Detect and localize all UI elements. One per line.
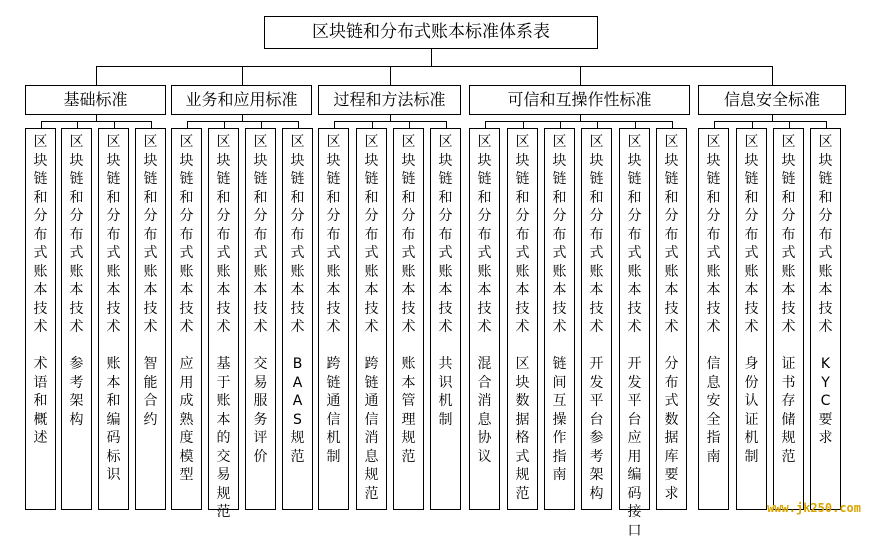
standard-item-text [254,133,268,466]
standard-item-name: 术语和概述 [33,356,48,446]
root-title: 区块链和分布式账本标准体系表 [264,16,598,49]
standard-item-text [365,133,379,503]
standard-item-name: 账本管理规范 [401,356,416,465]
standard-item-gap [254,337,268,356]
standard-item-text [745,133,759,466]
connector-category-drop [390,66,391,85]
connector-leaf-drop [714,121,715,128]
connector-leaf-drop [446,121,447,128]
connector-root-bus [96,66,773,67]
standard-item-gap [478,337,492,356]
standard-item-prefix: 区块链和分布式账本技术 [818,134,833,335]
connector-leaf-drop [672,121,673,128]
connector-category-drop [580,66,581,85]
standard-item-text [107,133,121,485]
standard-item-text [180,133,194,485]
standard-item-prefix: 区块链和分布式账本技术 [106,134,121,335]
standard-item-text [628,133,642,540]
standard-item-name: 应用成熟度模型 [179,356,194,483]
standard-item [544,128,575,510]
connector-leaf-drop [752,121,753,128]
standard-item-name: 开发平台应用编码接口 [627,356,642,539]
standard-item-text [144,133,158,429]
standard-item [61,128,92,510]
standard-item-name: 开发平台参考架构 [589,356,604,502]
standard-item-name: 交易服务评价 [253,356,268,465]
standard-item-name: 信息安全指南 [706,356,721,465]
watermark: www.jk250.com [767,501,861,515]
connector-leaf-drop [187,121,188,128]
standard-item-gap [665,337,679,356]
connector-leaf-bus [485,121,673,122]
standard-item-name: 参考架构 [69,356,84,428]
standard-item [318,128,349,510]
standard-item-prefix: 区块链和分布式账本技术 [515,134,530,335]
standard-item-name: 共识机制 [438,356,453,428]
standard-item-prefix: 区块链和分布式账本技术 [664,134,679,335]
standard-item-text [327,133,341,466]
standard-item-prefix: 区块链和分布式账本技术 [216,134,231,335]
standard-item [356,128,387,510]
connector-leaf-bus [41,121,152,122]
connector-leaf-drop [789,121,790,128]
standard-item-prefix: 区块链和分布式账本技术 [290,134,305,335]
standard-item-text [707,133,721,466]
standard-item [619,128,650,539]
category-box: 基础标准 [25,85,166,115]
connector-leaf-drop [261,121,262,128]
connector-leaf-drop [826,121,827,128]
standard-item [581,128,612,510]
connector-category-drop [772,66,773,85]
connector-leaf-drop [560,121,561,128]
standard-item [430,128,461,510]
standard-item-text [665,133,679,503]
standard-item-prefix: 区块链和分布式账本技术 [627,134,642,335]
standard-item-prefix: 区块链和分布式账本技术 [179,134,194,335]
standard-item [773,128,804,510]
connector-leaf-drop [635,121,636,128]
connector-leaf-drop [77,121,78,128]
standard-item-prefix: 区块链和分布式账本技术 [401,134,416,335]
standard-item-name: 跨链通信机制 [326,356,341,465]
standard-item [736,128,767,510]
standard-item [282,128,313,510]
standard-item-text [291,133,305,466]
standard-item-gap [439,337,453,356]
standard-item-name: 分布式数据库要求 [664,356,679,502]
category-box: 业务和应用标准 [171,85,312,115]
connector-leaf-bus [334,121,447,122]
standard-item-gap [217,337,231,356]
connector-root-stem [431,49,432,66]
connector-leaf-bus [187,121,299,122]
standard-item-name: 身份认证机制 [744,356,759,465]
standard-item [135,128,166,510]
standard-item-text [439,133,453,429]
standard-item-prefix: 区块链和分布式账本技术 [326,134,341,335]
connector-leaf-drop [523,121,524,128]
connector-leaf-bus [714,121,827,122]
standard-item [98,128,129,510]
standard-item-gap [365,337,379,356]
standard-item-gap [707,337,721,356]
standard-item-prefix: 区块链和分布式账本技术 [589,134,604,335]
standard-item-gap [107,337,121,356]
standard-item-name: 智能合约 [143,356,158,428]
connector-leaf-drop [151,121,152,128]
connector-leaf-drop [597,121,598,128]
standard-item-text [34,133,48,448]
standard-item-gap [34,337,48,356]
standard-item-prefix: 区块链和分布式账本技术 [781,134,796,335]
connector-leaf-drop [41,121,42,128]
standard-item-name: KYC要求 [818,356,833,446]
standard-item-prefix: 区块链和分布式账本技术 [69,134,84,335]
connector-leaf-drop [114,121,115,128]
standard-item-prefix: 区块链和分布式账本技术 [364,134,379,335]
connector-leaf-drop [372,121,373,128]
standard-item-gap [70,337,84,356]
standard-item-text [819,133,833,448]
standard-item-text [478,133,492,466]
standard-item [507,128,538,510]
connector-category-drop [96,66,97,85]
standard-item-name: 账本和编码标识 [106,356,121,483]
standard-item-name: 混合消息协议 [477,356,492,465]
connector-leaf-drop [485,121,486,128]
connector-leaf-drop [334,121,335,128]
standard-item-gap [180,337,194,356]
standard-item [171,128,202,510]
standard-item-text [217,133,231,522]
standard-item [245,128,276,510]
standard-item [656,128,687,510]
category-box: 过程和方法标准 [318,85,461,115]
standard-item-gap [291,337,305,356]
standard-item-gap [516,337,530,356]
connector-leaf-drop [298,121,299,128]
standard-item [25,128,56,510]
standard-item-gap [553,337,567,356]
standard-item-prefix: 区块链和分布式账本技术 [744,134,759,335]
connector-category-drop [242,66,243,85]
standard-item-gap [745,337,759,356]
standard-item [393,128,424,510]
standard-item-gap [590,337,604,356]
standard-item [810,128,841,510]
standard-item-prefix: 区块链和分布式账本技术 [438,134,453,335]
standard-item-text [590,133,604,503]
standard-item-gap [144,337,158,356]
standard-item-text [553,133,567,485]
standard-item [208,128,239,520]
standard-item-name: 基于账本的交易规范 [216,356,231,520]
standard-item-prefix: 区块链和分布式账本技术 [33,134,48,335]
standard-item-name: 区块数据格式规范 [515,356,530,502]
standard-item-gap [782,337,796,356]
standard-item-gap [327,337,341,356]
standard-item-text [516,133,530,503]
category-box: 信息安全标准 [698,85,846,115]
standard-item-name: 跨链通信消息规范 [364,356,379,502]
standard-item-prefix: 区块链和分布式账本技术 [706,134,721,335]
standard-item [698,128,729,510]
standard-item-prefix: 区块链和分布式账本技术 [143,134,158,335]
standard-item-gap [819,337,833,356]
standard-item-name: BAAS规范 [290,356,305,465]
standard-item-text [782,133,796,466]
standard-item-gap [402,337,416,356]
standard-item-prefix: 区块链和分布式账本技术 [477,134,492,335]
standard-item-name: 链间互操作指南 [552,356,567,483]
standard-item-text [70,133,84,429]
standard-item-prefix: 区块链和分布式账本技术 [552,134,567,335]
connector-leaf-drop [224,121,225,128]
standard-item [469,128,500,510]
standard-item-text [402,133,416,466]
standard-item-name: 证书存储规范 [781,356,796,465]
connector-leaf-drop [409,121,410,128]
standard-item-prefix: 区块链和分布式账本技术 [253,134,268,335]
standard-item-gap [628,337,642,356]
category-box: 可信和互操作性标准 [469,85,690,115]
